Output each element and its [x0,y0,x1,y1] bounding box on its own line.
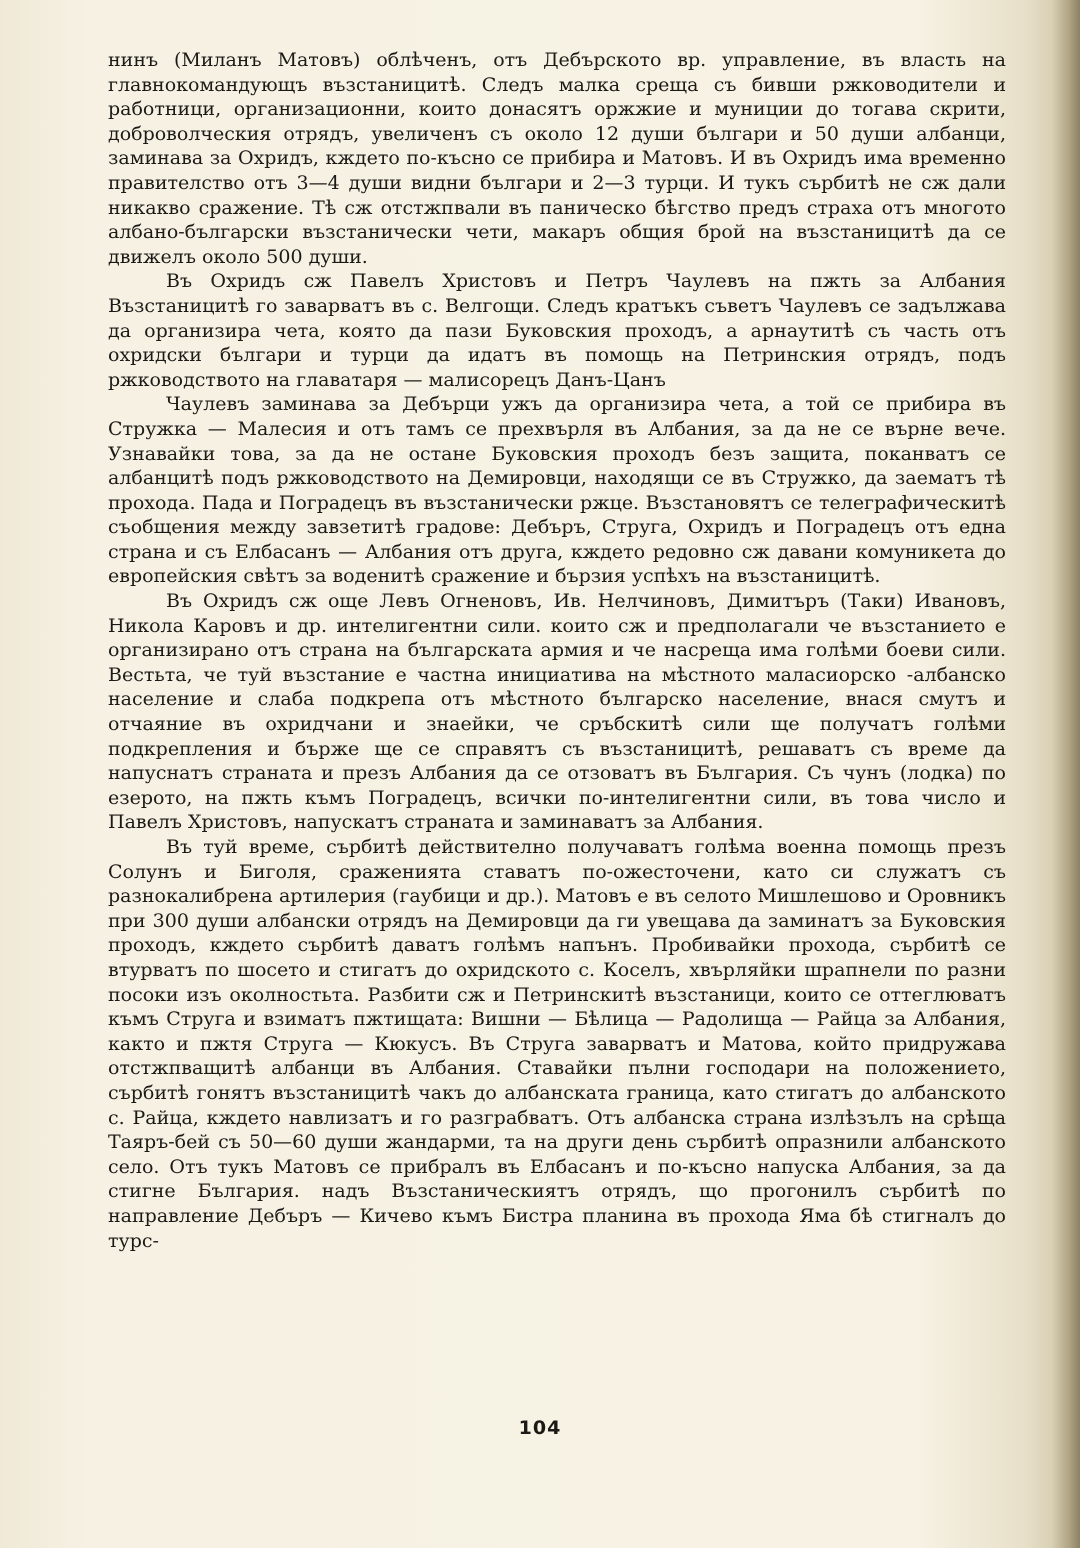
page-number: 104 [518,1417,562,1439]
body-text [108,48,1006,1253]
paragraph-4: Въ Охридъ сж още Левъ Огненовъ, Ив. Нелчиновъ, Димитъръ (Таки) Ивановъ, Никола Каровъ и др. интелигентни сили. които сж и предполагали че възстанието е организирано отъ страна на българската армия и че насреща има голѣми боеви сили. Вестьта, че туй възстание е частна инициатива на мѣстното маласиорско -албанско население и слаба подкрепа отъ мѣстното българско население, внася смутъ и отчаяние въ охридчани и знаейки, че сръбскитѣ сили ще получатъ голѣми подкрепления и бърже ще се справятъ съ възстаницитѣ, решаватъ съ време да напуснатъ страната и презъ Албания да се отзоватъ въ България. Съ чунъ (лодка) по езерото, на пжть къмъ Поградецъ, всички по-интелигентни сили, въ това число и Павелъ Христовъ, напускатъ страната и заминаватъ за Албания. [108,590,1006,834]
page-edge-shadow [1052,0,1080,1548]
paragraph-3: Чаулевъ заминава за Дебърци ужъ да организира чета, а той се прибира въ Стружка — Малесия и отъ тамъ се прехвърля въ Албания, за да не се върне вече. Узнавайки това, за да не остане Буковския проходъ безъ защита, поканватъ се албанцитѣ подъ ржководството на Демировци, находящи се въ Стружко, да заематъ тѣ прохода. Пада и Поградецъ въ възстанически ржце. Възстановятъ се телеграфическитѣ съобщения между завзетитѣ градове: Дебъръ, Струга, Охридъ и Поградецъ отъ една страна и съ Елбасанъ — Албания отъ друга, кждето редовно сж давани комуникета до европейския свѣтъ за воденитѣ сражение и бързия успѣхъ на възстаницитѣ. [108,393,1006,588]
paragraph-1: нинъ (Миланъ Матовъ) облѣченъ, отъ Дебърското вр. управление, въ власть на главнокомандующъ възстаницитѣ. Следъ малка среща съ бивши ржководители и работници, организационни, които донасятъ оржжие и муниции до тогава скрити, доброволческия отрядъ, увеличенъ съ около 12 души българи и 50 души албанци, заминава за Охридъ, кждето по-късно се прибира и Матовъ. И въ Охридъ има временно правителство отъ 3—4 души видни българи и 2—3 турци. И тукъ сърбитѣ не сж дали никакво сражение. Тѣ сж отстжпвали въ паническо бѣгство предъ страха отъ многото албано-български възстанически чети, макаръ общия брой на възстаницитѣ да се движелъ около 500 души. [108,49,1006,268]
paragraph-5: Въ туй време, сърбитѣ действително получаватъ голѣма военна помощь презъ Солунъ и Биголя, сраженията ставатъ по-ожесточени, като си служатъ съ разнокалибрена артилерия (гаубици и др.). Матовъ е въ селото Мишлешово и Оровникъ при 300 души албански отрядъ на Демировци да ги увещава да заминатъ за Буковския проходъ, кждето сърбитѣ даватъ голѣмъ напънъ. Пробивайки прохода, сърбитѣ се втурватъ по шосето и стигатъ до охридското с. Коселъ, хвърляйки шрапнели по разни посоки изъ околностьта. Разбити сж и Петринскитѣ възстаници, които се оттеглюватъ къмъ Струга и взиматъ пжтищата: Вишни — Бѣлица — Радолища — Райца за Албания, както и пжтя Струга — Кюкусъ. Въ Струга заварватъ и Матова, който придружава отстжпващитѣ албанци въ Албания. Ставайки пълни господари на положението, сърбитѣ гонятъ възстаницитѣ чакъ до албанската граница, като стигатъ до албанското с. Райца, кждето навлизатъ и го разграбватъ. Отъ албанска страна излѣзълъ на срѣща Таяръ-бей съ 50—60 души жандарми, та на други день сърбитѣ опразнили албанското село. Отъ тукъ Матовъ се прибралъ въ Елбасанъ и по-късно напуска Албания, за да стигне България. надъ Възстаническиятъ отрядъ, що прогонилъ сърбитѣ по направление Дебъръ — Кичево къмъ Бистра планина въ прохода Яма бѣ стигналъ до турс- [108,836,1006,1252]
paragraph-2: Въ Охридъ сж Павелъ Христовъ и Петръ Чаулевъ на пжть за Албания Възстаницитѣ го заварватъ въ с. Велгощи. Следъ кратъкъ съветъ Чаулевъ се задължава да организира чета, която да пази Буковския проходъ, а арнаутитѣ съ часть отъ охридски българи и турци да идатъ въ помощь на Петринския отрядъ, подъ ржководството на главатаря — малисорецъ Данъ-Цанъ [108,270,1006,391]
